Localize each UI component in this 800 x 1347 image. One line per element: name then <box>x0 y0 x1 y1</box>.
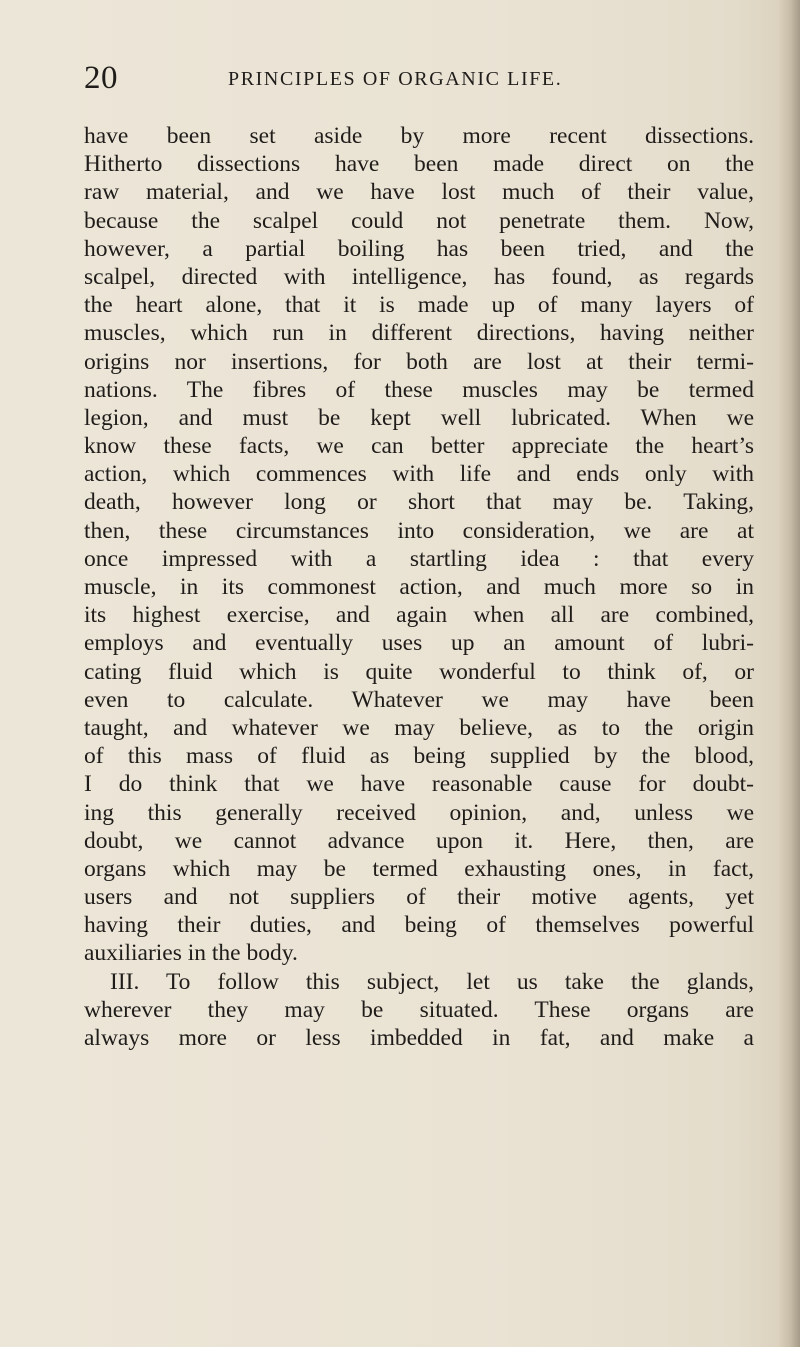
text-line: legion, and must be kept well lubricated. When we <box>84 404 754 431</box>
page-header <box>0 60 800 100</box>
text-line: nations. The fibres of these muscles may be termed <box>84 376 754 403</box>
running-title: PRINCIPLES OF ORGANIC LIFE. <box>228 68 563 90</box>
text-line: however, a partial boiling has been tried, and the <box>84 235 754 262</box>
body-text <box>84 122 754 1052</box>
text-line: always more or less imbedded in fat, and make a <box>84 1025 754 1051</box>
text-line: once impressed with a startling idea : that every <box>84 545 754 572</box>
text-line: scalpel, directed with intelligence, has found, as regards <box>84 263 754 290</box>
text-line: doubt, we cannot advance upon it. Here, then, are <box>84 827 754 854</box>
text-line: organs which may be termed exhausting ones, in fact, <box>84 855 754 882</box>
text-line: of this mass of fluid as being supplied by the blood, <box>84 743 754 770</box>
text-line: know these facts, we can better appreciate the heart’s <box>84 433 754 460</box>
text-line: action, which commences with life and ends only with <box>84 461 754 488</box>
text-line: its highest exercise, and again when all are combined, <box>84 602 754 629</box>
text-line: users and not suppliers of their motive agents, yet <box>84 884 754 911</box>
text-line: having their duties, and being of themselves powerful <box>84 912 754 939</box>
text-line: muscle, in its commonest action, and much more so in <box>84 574 754 600</box>
text-line: because the scalpel could not penetrate them. Now, <box>84 207 754 234</box>
text-line: origins nor insertions, for both are lost at their termi- <box>84 348 754 375</box>
text-line: death, however long or short that may be. Taking, <box>84 489 754 516</box>
page-number: 20 <box>84 60 118 96</box>
text-line: cating fluid which is quite wonderful to think of, or <box>84 658 754 685</box>
text-line: employs and eventually uses up an amount of lubri- <box>84 630 754 657</box>
text-line: ing this generally received opinion, and, unless we <box>84 799 754 826</box>
text-line: raw material, and we have lost much of their value, <box>84 179 754 206</box>
text-line: the heart alone, that it is made up of many layers of <box>84 292 754 319</box>
text-line: taught, and whatever we may believe, as to the origin <box>84 714 754 741</box>
text-line: muscles, which run in different directions, having neither <box>84 320 754 347</box>
text-line: then, these circumstances into consideration, we are at <box>84 517 754 544</box>
text-line: Hitherto dissections have been made direct on the <box>84 151 754 178</box>
text-line: I do think that we have reasonable cause for doubt- <box>84 771 754 798</box>
text-line: III. To follow this subject, let us take the glands, <box>110 968 754 995</box>
page-edge-shadow <box>778 0 800 1347</box>
text-line: have been set aside by more recent dissections. <box>84 123 754 149</box>
text-line: wherever they may be situated. These organs are <box>84 996 754 1023</box>
text-line: auxiliaries in the body. <box>84 940 298 967</box>
text-line: even to calculate. Whatever we may have been <box>84 686 754 713</box>
